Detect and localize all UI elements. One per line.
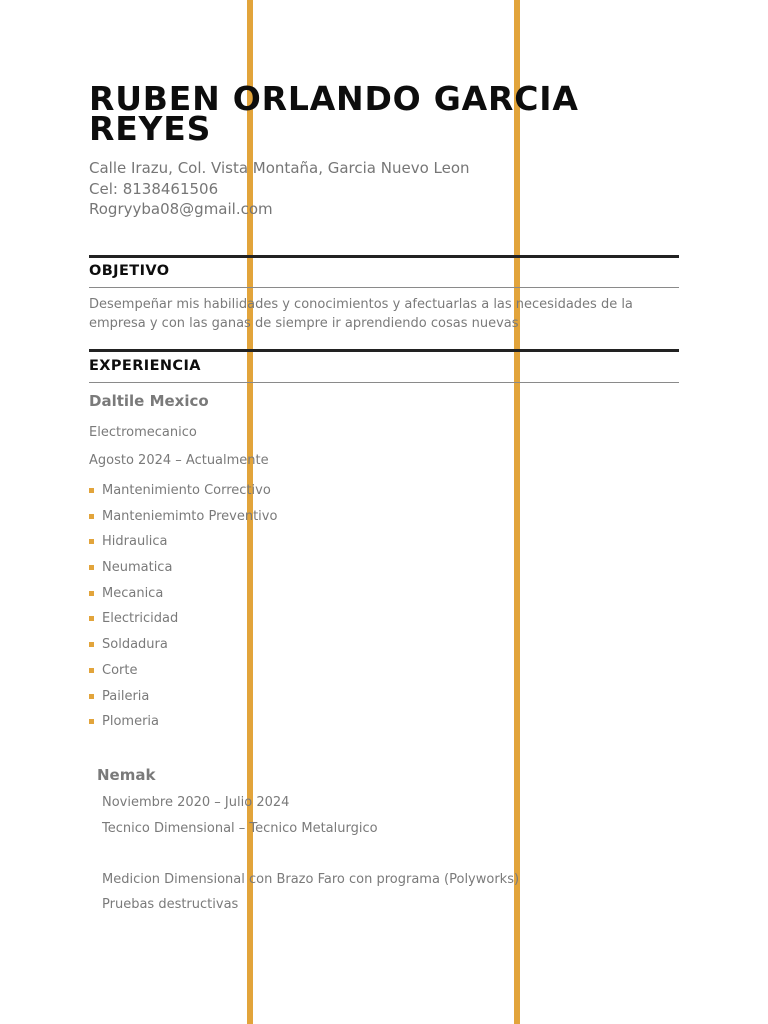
- bullet-icon: [89, 694, 94, 699]
- skills-list: [89, 481, 277, 738]
- bullet-icon: [89, 668, 94, 673]
- job-role: Tecnico Dimensional – Tecnico Metalurgico: [102, 821, 378, 836]
- candidate-name: RUBEN ORLANDO GARCIA REYES: [89, 79, 579, 148]
- bullet-icon: [89, 514, 94, 519]
- list-item: Electricidad: [89, 609, 277, 635]
- company-name: Nemak: [97, 766, 156, 784]
- objective-bottom-rule: [89, 287, 679, 288]
- company-name: Daltile Mexico: [89, 392, 209, 410]
- job-detail: Medicion Dimensional con Brazo Faro con programa (Polyworks): [102, 872, 520, 887]
- list-item: Soldadura: [89, 635, 277, 661]
- objective-title: OBJETIVO: [89, 263, 170, 279]
- job-period: Noviembre 2020 – Julio 2024: [102, 795, 290, 810]
- bullet-icon: [89, 488, 94, 493]
- experience-title: EXPERIENCIA: [89, 358, 201, 374]
- bullet-icon: [89, 616, 94, 621]
- list-item: Paileria: [89, 687, 277, 713]
- bullet-icon: [89, 565, 94, 570]
- decorative-vertical-line-right: [514, 0, 520, 1024]
- list-item: Mecanica: [89, 584, 277, 610]
- experience-top-rule: [89, 349, 679, 352]
- phone: Cel: 8138461506: [89, 179, 219, 198]
- job-period: Agosto 2024 – Actualmente: [89, 453, 269, 468]
- objective-top-rule: [89, 255, 679, 258]
- list-item: Neumatica: [89, 558, 277, 584]
- job-role: Electromecanico: [89, 425, 197, 440]
- job-detail: Pruebas destructivas: [102, 897, 239, 912]
- experience-bottom-rule: [89, 382, 679, 383]
- contact-info: [89, 158, 470, 220]
- bullet-icon: [89, 642, 94, 647]
- list-item: Mantenimiento Correctivo: [89, 481, 277, 507]
- list-item: Plomeria: [89, 712, 277, 738]
- list-item: Hidraulica: [89, 532, 277, 558]
- address: Calle Irazu, Col. Vista Montaña, Garcia Nuevo Leon: [89, 159, 470, 177]
- list-item: Manteniemimto Preventivo: [89, 507, 277, 533]
- bullet-icon: [89, 539, 94, 544]
- bullet-icon: [89, 591, 94, 596]
- list-item: Corte: [89, 661, 277, 687]
- bullet-icon: [89, 719, 94, 724]
- objective-text: Desempeñar mis habilidades y conocimientos y afectuarlas a las necesidades de la empresa y con las ganas de siempre ir aprendiendo cosas nuevas: [89, 297, 633, 331]
- email: Rogryyba08@gmail.com: [89, 200, 273, 218]
